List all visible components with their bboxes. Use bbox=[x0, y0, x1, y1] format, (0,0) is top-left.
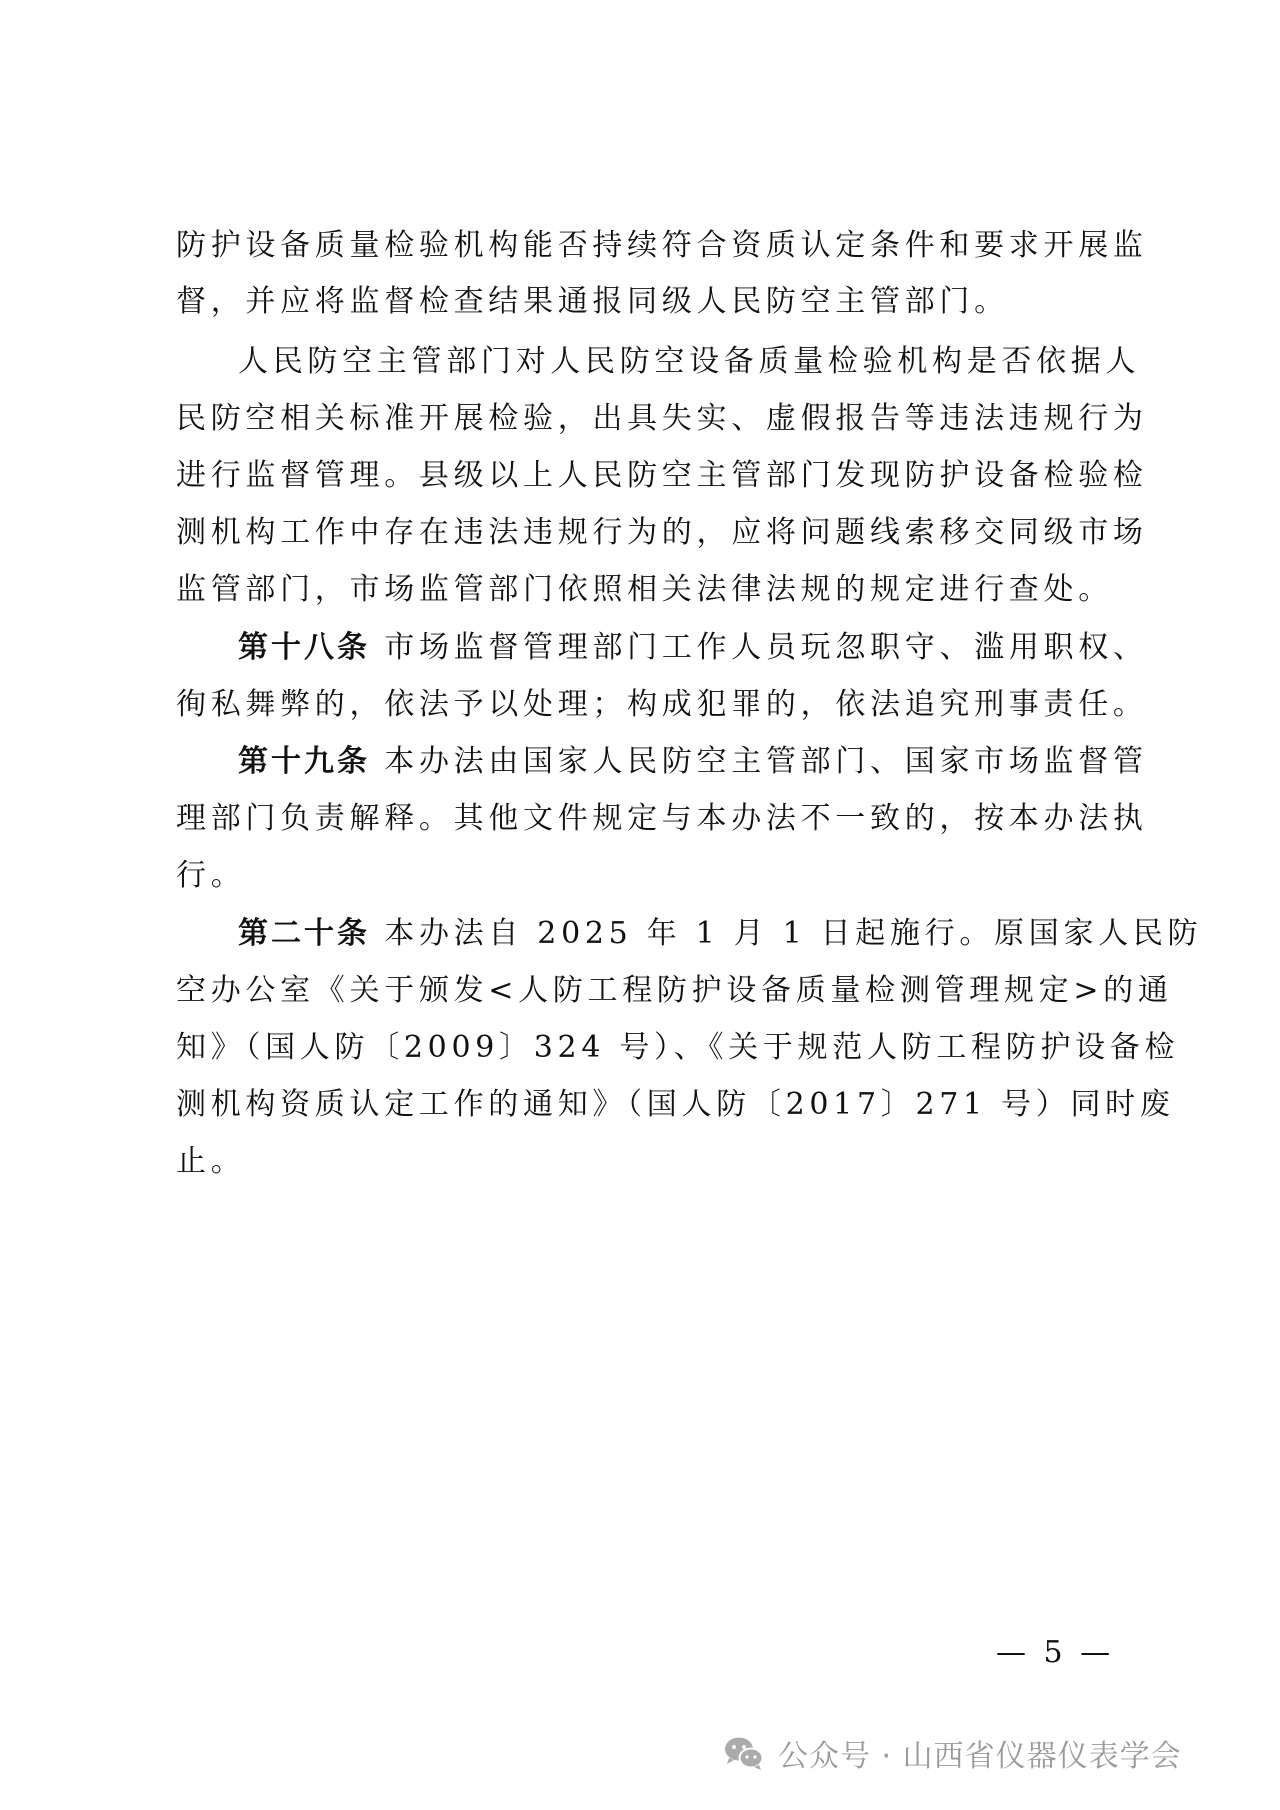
page-number: — 5 — bbox=[996, 1635, 1115, 1670]
text-line-14: 空办公室《关于颁发<人防工程防护设备质量检测管理规定>的通 bbox=[176, 973, 1173, 1008]
text-line-1: 防护设备质量检验机构能否持续符合资质认定条件和要求开展监 bbox=[176, 228, 1148, 263]
article-20-title: 第二十条 bbox=[238, 916, 370, 951]
article-18-title: 第十八条 bbox=[238, 630, 370, 665]
text-line-15: 知》（国人防〔2009〕324 号）、《关于规范人防工程防护设备检 bbox=[176, 1030, 1180, 1065]
article-20-text: 本办法自 2025 年 1 月 1 日起施行。原国家人民防 bbox=[384, 916, 1203, 951]
text-line-3: 人民防空主管部门对人民防空设备质量检验机构是否依据人 bbox=[238, 344, 1141, 379]
text-line-11: 理部门负责解释。其他文件规定与本办法不一致的，按本办法执 bbox=[176, 801, 1148, 836]
article-18-text: 市场监督管理部门工作人员玩忽职守、滥用职权、 bbox=[384, 630, 1148, 665]
text-line-2: 督，并应将监督检查结果通报同级人民防空主管部门。 bbox=[176, 284, 1009, 319]
text-line-16: 测机构资质认定工作的通知》（国人防〔2017〕271 号）同时废 bbox=[176, 1087, 1175, 1122]
text-line-7: 监管部门，市场监管部门依照相关法律法规的规定进行查处。 bbox=[176, 572, 1113, 607]
watermark bbox=[722, 1730, 1182, 1776]
text-line-17: 止。 bbox=[176, 1144, 246, 1179]
text-line-6: 测机构工作中存在违法违规行为的，应将问题线索移交同级市场 bbox=[176, 515, 1148, 550]
text-line-9: 徇私舞弊的，依法予以处理；构成犯罪的，依法追究刑事责任。 bbox=[176, 687, 1148, 722]
article-20-line-1 bbox=[238, 914, 1202, 954]
wechat-icon bbox=[722, 1733, 766, 1773]
article-19-title: 第十九条 bbox=[238, 744, 370, 779]
article-18-line-1 bbox=[238, 628, 1148, 668]
article-19-text: 本办法由国家人民防空主管部门、国家市场监督管 bbox=[384, 744, 1148, 779]
text-line-4: 民防空相关标准开展检验，出具失实、虚假报告等违法违规行为 bbox=[176, 401, 1148, 436]
article-19-line-1 bbox=[238, 742, 1148, 782]
text-line-12: 行。 bbox=[176, 858, 246, 893]
text-line-5: 进行监督管理。县级以上人民防空主管部门发现防护设备检验检 bbox=[176, 458, 1148, 493]
watermark-text: 公众号 · 山西省仪器仪表学会 bbox=[778, 1739, 1182, 1774]
